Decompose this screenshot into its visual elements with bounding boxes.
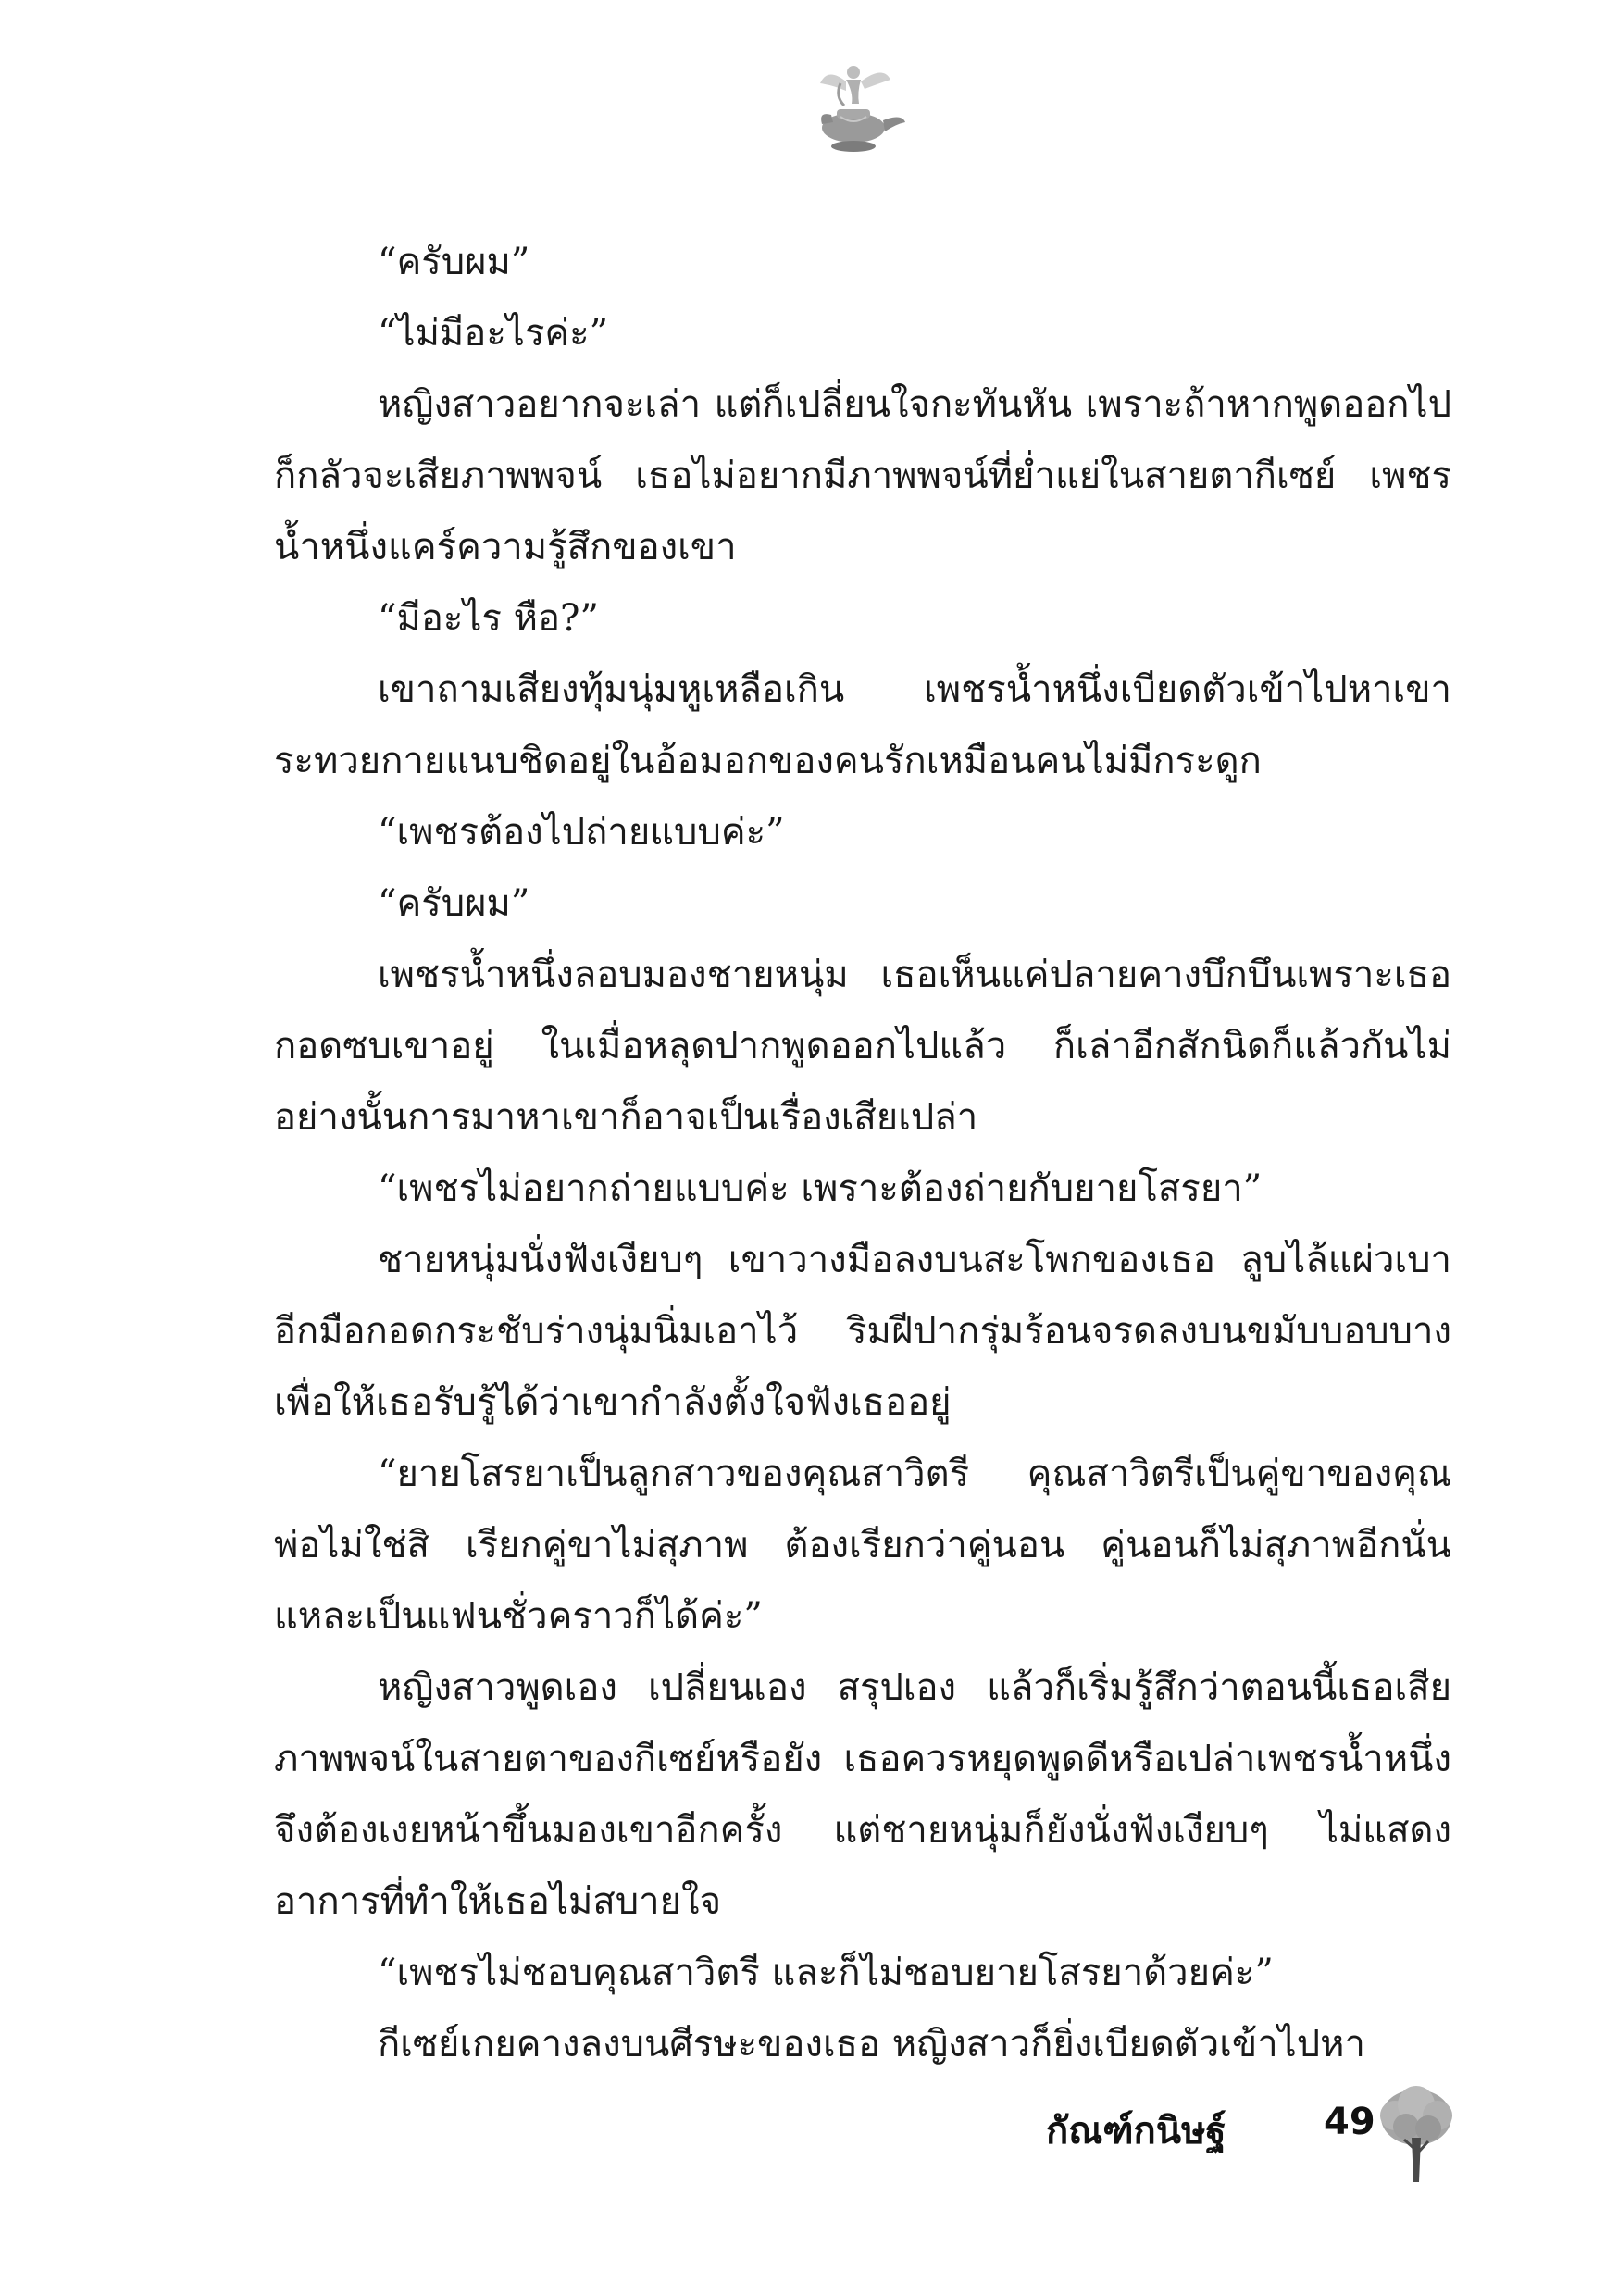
page-body-text — [274, 227, 1451, 2080]
paragraph: ชายหนุ่มนั่งฟังเงียบๆ เขาวางมือลงบนสะโพกของเธอ ลูบไล้แผ่วเบาอีกมือกอดกระชับร่างนุ่มนิ่มเอาไว้ ริมฝีปากรุ่มร้อนจรดลงบนขมับบอบบางเพื่อให้เธอรับรู้ได้ว่าเขากำลังตั้งใจฟังเธออยู่ — [274, 1239, 1451, 1424]
paragraph: หญิงสาวพูดเอง เปลี่ยนเอง สรุปเอง แล้วก็เริ่มรู้สึกว่าตอนนี้เธอเสียภาพพจน์ในสายตาของกีเซย์หรือยัง เธอควรหยุดพูดดีหรือเปล่าเพชรน้ำหนึ่งจึงต้องเงยหน้าขึ้นมองเขาอีกครั้ง แต่ชายหนุ่มก็ยังนั่งฟังเงียบๆ ไม่แสดงอาการที่ทำให้เธอไม่สบายใจ — [274, 1666, 1451, 1923]
fairy-teapot-icon — [800, 56, 911, 157]
book-title: กัณฑ์กนิษฐ์ — [1046, 2110, 1226, 2152]
paragraph: กีเซย์เกยคางลงบนศีรษะของเธอ หญิงสาวก็ยิ่งเบียดตัวเข้าไปหา — [378, 2023, 1366, 2065]
paragraph: หญิงสาวอยากจะเล่า แต่ก็เปลี่ยนใจกะทันหัน เพราะถ้าหากพูดออกไป ก็กลัวจะเสียภาพพจน์ เธอไม่อยากมีภาพพจน์ที่ย่ำแย่ในสายตากีเซย์ เพชรน้ำหนึ่งแคร์ความรู้สึกของเขา — [274, 383, 1451, 568]
paragraph: “เพชรไม่ชอบคุณสาวิตรี และก็ไม่ชอบยายโสรยาด้วยค่ะ” — [378, 1952, 1274, 1994]
paragraph: เพชรน้ำหนึ่งลอบมองชายหนุ่ม เธอเห็นแค่ปลายคางบึกบึนเพราะเธอกอดซบเขาอยู่ ในเมื่อหลุดปากพูดออกไปแล้ว ก็เล่าอีกสักนิดก็แล้วกันไม่อย่างนั้นการมาหาเขาก็อาจเป็นเรื่องเสียเปล่า — [274, 954, 1451, 1139]
tree-icon — [1375, 2078, 1458, 2190]
paragraph: “ยายโสรยาเป็นลูกสาวของคุณสาวิตรี คุณสาวิตรีเป็นคู่ขาของคุณพ่อไม่ใช่สิ เรียกคู่ขาไม่สุภาพ ต้องเรียกว่าคู่นอน คู่นอนก็ไม่สุภาพอีกนั่นแหละเป็นแฟนชั่วคราวก็ได้ค่ะ” — [274, 1453, 1451, 1638]
paragraph: “ไม่มีอะไรค่ะ” — [378, 312, 609, 355]
page-number: 49 — [1324, 2101, 1375, 2143]
paragraph: “เพชรต้องไปถ่ายแบบค่ะ” — [378, 811, 785, 854]
paragraph: “เพชรไม่อยากถ่ายแบบค่ะ เพราะต้องถ่ายกับยายโสรยา” — [378, 1167, 1263, 1210]
paragraph: เขาถามเสียงทุ้มนุ่มหูเหลือเกิน เพชรน้ำหนึ่งเบียดตัวเข้าไปหาเขาระทวยกายแนบชิดอยู่ในอ้อมอกของคนรักเหมือนคนไม่มีกระดูก — [274, 668, 1451, 782]
paragraph: “ครับผม” — [378, 882, 530, 925]
page-footer — [1018, 2078, 1453, 2190]
paragraph: “ครับผม” — [378, 241, 530, 283]
paragraph: “มีอะไร หือ?” — [378, 597, 599, 640]
